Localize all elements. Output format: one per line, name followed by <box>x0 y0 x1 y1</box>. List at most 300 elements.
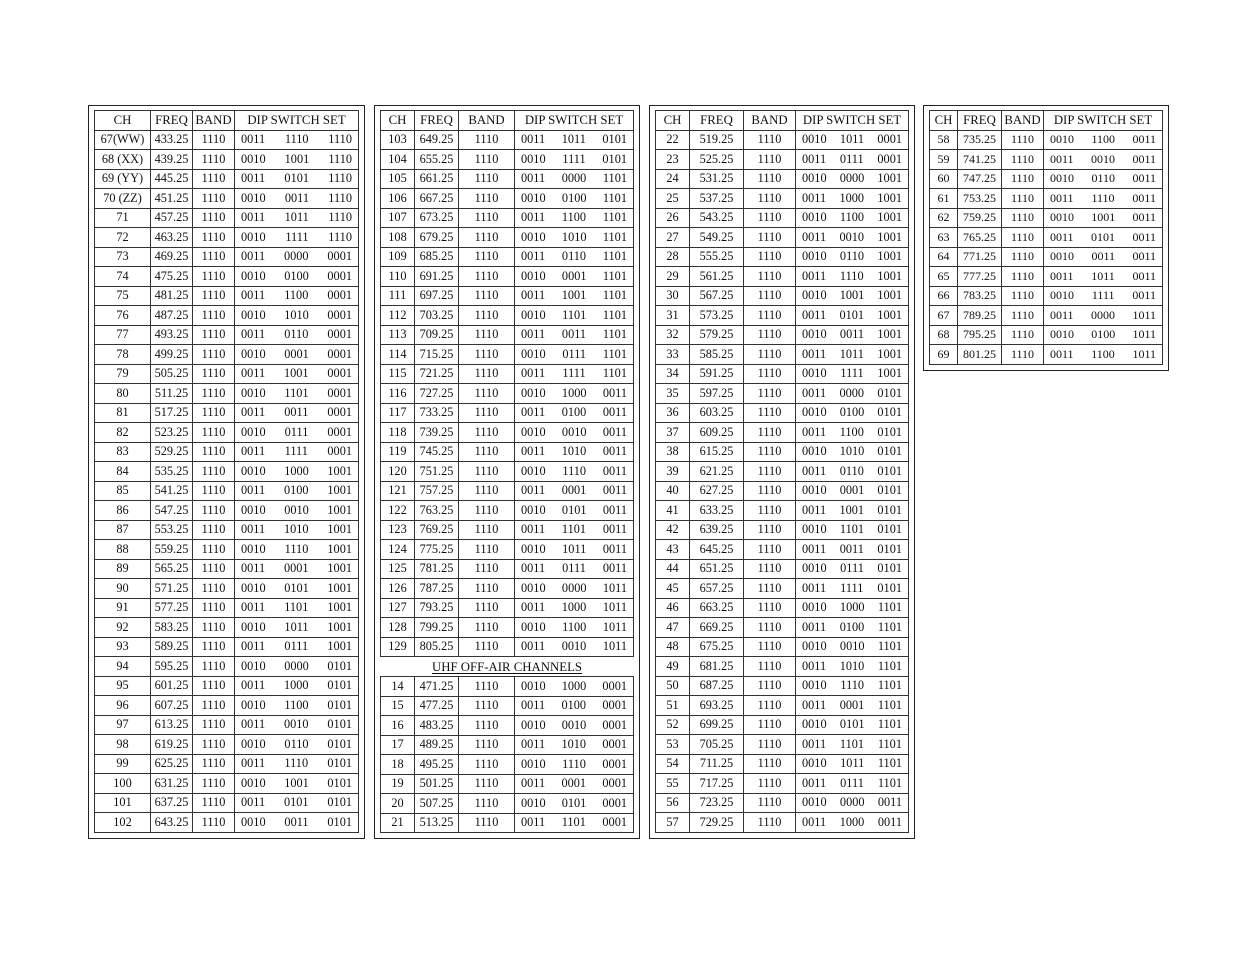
band-cell: 1110 <box>744 364 796 384</box>
frequency-cell: 745.25 <box>415 442 459 462</box>
frequency-cell: 583.25 <box>151 618 193 638</box>
dip-switch-group: 0010 <box>802 678 827 693</box>
dip-switch-group: 1110 <box>328 190 352 205</box>
dip-switch-group: 0011 <box>1050 229 1074 244</box>
dip-switch-cell <box>515 501 634 521</box>
band-cell: 1110 <box>459 598 515 618</box>
table-row <box>381 130 634 150</box>
frequency-cell: 439.25 <box>151 150 193 170</box>
dip-switch-cell <box>235 774 359 794</box>
dip-switch-group: 0001 <box>877 132 902 147</box>
ch-header: CH <box>95 111 151 131</box>
dip-switch-group: 0011 <box>802 463 827 478</box>
dip-switch-cell <box>235 501 359 521</box>
dip-switch-group: 0010 <box>802 405 827 420</box>
table-row <box>381 794 634 814</box>
dip-switch-group: 0011 <box>241 132 266 147</box>
dip-switch-group: 0010 <box>802 210 827 225</box>
channel-cell: 114 <box>381 345 415 365</box>
channel-cell: 116 <box>381 384 415 404</box>
frequency-cell: 553.25 <box>151 520 193 540</box>
table-row <box>381 735 634 755</box>
dip-switch-group: 0101 <box>602 151 627 166</box>
band-cell: 1110 <box>459 345 515 365</box>
table-row <box>95 169 359 189</box>
dip-switch-group: 0001 <box>284 346 309 361</box>
dip-switch-group: 0001 <box>327 424 352 439</box>
table-row <box>656 364 909 384</box>
dip-switch-cell <box>515 755 634 775</box>
band-cell: 1110 <box>193 696 235 716</box>
table-row <box>656 345 909 365</box>
dip-switch-cell <box>515 540 634 560</box>
dip-switch-group: 0010 <box>521 307 546 322</box>
dip-switch-group: 0110 <box>839 249 865 264</box>
table-row <box>656 130 909 150</box>
band-cell: 1110 <box>1002 189 1044 209</box>
band-cell: 1110 <box>744 325 796 345</box>
table-row <box>381 384 634 404</box>
band-header: BAND <box>459 111 515 131</box>
channel-cell: 58 <box>930 130 958 150</box>
dip-switch-group: 1000 <box>839 600 865 615</box>
dip-switch-group: 0011 <box>1132 288 1156 303</box>
channel-cell: 101 <box>95 793 151 813</box>
dip-switch-group: 0101 <box>327 658 352 673</box>
frequency-cell: 775.25 <box>415 540 459 560</box>
table-row <box>656 442 909 462</box>
dip-switch-header: DIP SWITCH SET <box>1044 111 1163 131</box>
dip-switch-cell <box>1044 306 1163 326</box>
dip-switch-group: 1001 <box>327 580 352 595</box>
band-cell: 1110 <box>744 657 796 677</box>
dip-switch-group: 0010 <box>521 795 546 810</box>
table-row <box>95 657 359 677</box>
channel-cell: 84 <box>95 462 151 482</box>
band-cell: 1110 <box>193 481 235 501</box>
table-row <box>95 813 359 833</box>
dip-switch-cell <box>515 813 634 833</box>
frequency-cell: 625.25 <box>151 754 193 774</box>
channel-cell: 98 <box>95 735 151 755</box>
band-cell: 1110 <box>744 637 796 657</box>
table-row <box>381 696 634 716</box>
table-row <box>381 501 634 521</box>
table-row <box>95 403 359 423</box>
dip-switch-group: 1011 <box>1132 307 1156 322</box>
table-row <box>656 423 909 443</box>
dip-switch-group: 1010 <box>284 307 309 322</box>
band-cell: 1110 <box>193 150 235 170</box>
dip-switch-group: 0010 <box>521 229 546 244</box>
band-cell: 1110 <box>744 306 796 326</box>
dip-switch-cell <box>796 735 909 755</box>
table-header-row <box>930 111 1163 131</box>
table-row <box>381 208 634 228</box>
frequency-cell: 783.25 <box>958 286 1002 306</box>
dip-switch-group: 0100 <box>1091 327 1116 342</box>
channel-cell: 112 <box>381 306 415 326</box>
frequency-cell: 603.25 <box>690 403 744 423</box>
channel-cell: 93 <box>95 637 151 657</box>
channel-cell: 62 <box>930 208 958 228</box>
frequency-cell: 597.25 <box>690 384 744 404</box>
dip-switch-group: 1111 <box>284 444 308 459</box>
band-cell: 1110 <box>1002 286 1044 306</box>
band-cell: 1110 <box>193 189 235 209</box>
dip-switch-group: 1011 <box>839 346 864 361</box>
dip-switch-group: 0010 <box>561 424 587 439</box>
dip-switch-group: 1000 <box>839 190 865 205</box>
channel-cell: 78 <box>95 345 151 365</box>
frequency-cell: 585.25 <box>690 345 744 365</box>
dip-switch-group: 0001 <box>602 717 627 732</box>
frequency-cell: 651.25 <box>690 559 744 579</box>
table-row <box>656 208 909 228</box>
dip-switch-group: 1010 <box>283 522 309 537</box>
table-row <box>381 247 634 267</box>
channel-cell: 42 <box>656 520 690 540</box>
dip-switch-group: 0011 <box>521 132 546 147</box>
dip-switch-cell <box>796 559 909 579</box>
channel-cell: 86 <box>95 501 151 521</box>
dip-switch-group: 0011 <box>521 366 546 381</box>
frequency-cell: 757.25 <box>415 481 459 501</box>
band-cell: 1110 <box>744 267 796 287</box>
channel-cell: 22 <box>656 130 690 150</box>
band-cell: 1110 <box>1002 208 1044 228</box>
dip-switch-group: 0100 <box>561 190 587 205</box>
frequency-cell: 547.25 <box>151 501 193 521</box>
dip-switch-group: 0011 <box>1091 249 1115 264</box>
dip-switch-group: 0001 <box>602 795 627 810</box>
dip-switch-group: 1011 <box>602 639 627 654</box>
dip-switch-group: 0101 <box>327 736 352 751</box>
dip-switch-group: 1000 <box>839 814 865 829</box>
dip-switch-group: 0010 <box>241 424 266 439</box>
frequency-cell: 493.25 <box>151 325 193 345</box>
frequency-cell: 541.25 <box>151 481 193 501</box>
channel-cell: 118 <box>381 423 415 443</box>
dip-switch-cell <box>1044 247 1163 267</box>
dip-switch-group: 1001 <box>1091 210 1116 225</box>
dip-switch-group: 0011 <box>241 795 266 810</box>
table-row <box>930 306 1163 326</box>
dip-switch-group: 1100 <box>839 424 864 439</box>
dip-switch-cell <box>515 306 634 326</box>
dip-switch-group: 0000 <box>561 171 587 186</box>
channel-cell: 29 <box>656 267 690 287</box>
uhf-section-heading: UHF OFF-AIR CHANNELS <box>431 660 583 674</box>
dip-switch-group: 1100 <box>284 288 309 303</box>
channel-cell: 119 <box>381 442 415 462</box>
frequency-cell: 591.25 <box>690 364 744 384</box>
frequency-cell: 549.25 <box>690 228 744 248</box>
channel-cell: 26 <box>656 208 690 228</box>
dip-switch-group: 0011 <box>521 483 546 498</box>
table-row <box>381 618 634 638</box>
dip-switch-cell <box>235 676 359 696</box>
dip-switch-group: 0010 <box>241 307 266 322</box>
frequency-cell: 507.25 <box>415 794 459 814</box>
dip-switch-group: 1101 <box>877 678 902 693</box>
dip-switch-cell <box>235 520 359 540</box>
dip-switch-group: 0111 <box>562 346 587 361</box>
frequency-cell: 771.25 <box>958 247 1002 267</box>
band-cell: 1110 <box>1002 306 1044 326</box>
dip-switch-group: 0011 <box>284 405 309 420</box>
band-cell: 1110 <box>193 325 235 345</box>
frequency-cell: 535.25 <box>151 462 193 482</box>
band-cell: 1110 <box>459 286 515 306</box>
dip-switch-cell <box>1044 345 1163 365</box>
table-row <box>930 169 1163 189</box>
dip-switch-group: 0011 <box>241 444 266 459</box>
dip-switch-group: 1011 <box>602 580 627 595</box>
dip-switch-group: 0011 <box>1050 307 1074 322</box>
dip-switch-group: 0011 <box>802 736 827 751</box>
dip-switch-group: 1101 <box>602 268 627 283</box>
channel-cell: 100 <box>95 774 151 794</box>
dip-switch-group: 0010 <box>802 483 827 498</box>
dip-switch-group: 1001 <box>877 249 902 264</box>
table-row <box>381 755 634 775</box>
dip-switch-group: 1001 <box>877 288 902 303</box>
dip-switch-group: 0101 <box>1091 229 1115 244</box>
channel-cell: 107 <box>381 208 415 228</box>
band-cell: 1110 <box>193 423 235 443</box>
dip-switch-cell <box>235 735 359 755</box>
frequency-cell: 519.25 <box>690 130 744 150</box>
frequency-cell: 489.25 <box>415 735 459 755</box>
dip-switch-group: 0011 <box>802 346 827 361</box>
uhf-channel-table <box>380 676 634 833</box>
dip-switch-cell <box>1044 325 1163 345</box>
dip-switch-group: 0011 <box>602 502 627 517</box>
dip-switch-group: 0101 <box>284 580 309 595</box>
table-row <box>381 325 634 345</box>
table-row <box>381 423 634 443</box>
channel-cell: 30 <box>656 286 690 306</box>
table-row <box>656 540 909 560</box>
band-cell: 1110 <box>744 247 796 267</box>
channel-cell: 64 <box>930 247 958 267</box>
dip-switch-cell <box>515 403 634 423</box>
frequency-cell: 577.25 <box>151 598 193 618</box>
dip-switch-group: 1110 <box>562 756 586 771</box>
dip-switch-group: 0010 <box>521 151 546 166</box>
band-cell: 1110 <box>193 520 235 540</box>
dip-switch-cell <box>515 150 634 170</box>
dip-switch-cell <box>235 306 359 326</box>
band-cell: 1110 <box>193 579 235 599</box>
dip-switch-group: 1001 <box>327 639 352 654</box>
frequency-cell: 649.25 <box>415 130 459 150</box>
dip-switch-group: 0100 <box>561 405 587 420</box>
table-row <box>381 306 634 326</box>
band-cell: 1110 <box>193 442 235 462</box>
channel-cell: 106 <box>381 189 415 209</box>
dip-switch-group: 0011 <box>1132 268 1156 283</box>
dip-switch-group: 1101 <box>877 756 902 771</box>
table-header-row <box>381 111 634 131</box>
dip-switch-group: 1100 <box>1091 346 1115 361</box>
band-cell: 1110 <box>744 442 796 462</box>
channel-cell: 61 <box>930 189 958 209</box>
dip-switch-group: 0010 <box>241 463 266 478</box>
dip-switch-group: 0010 <box>802 444 827 459</box>
dip-switch-group: 1001 <box>284 151 310 166</box>
band-cell: 1110 <box>744 169 796 189</box>
channel-cell: 87 <box>95 520 151 540</box>
frequency-cell: 631.25 <box>151 774 193 794</box>
dip-switch-group: 0011 <box>521 698 546 713</box>
dip-switch-group: 1101 <box>877 717 902 732</box>
dip-switch-group: 1101 <box>561 522 587 537</box>
dip-switch-group: 0101 <box>284 171 310 186</box>
frequency-cell: 469.25 <box>151 247 193 267</box>
channel-cell: 19 <box>381 774 415 794</box>
band-cell: 1110 <box>1002 228 1044 248</box>
dip-switch-cell <box>796 286 909 306</box>
table-row <box>381 716 634 736</box>
table-row <box>95 325 359 345</box>
dip-switch-group: 0010 <box>802 717 827 732</box>
dip-switch-group: 1101 <box>877 736 902 751</box>
table-row <box>95 735 359 755</box>
band-cell: 1110 <box>744 540 796 560</box>
frequency-cell: 537.25 <box>690 189 744 209</box>
table-row <box>381 520 634 540</box>
channel-cell: 56 <box>656 793 690 813</box>
table-row <box>656 501 909 521</box>
table-row <box>95 579 359 599</box>
dip-switch-cell <box>515 442 634 462</box>
frequency-cell: 693.25 <box>690 696 744 716</box>
table-row <box>95 130 359 150</box>
dip-switch-cell <box>796 228 909 248</box>
channel-cell: 16 <box>381 716 415 736</box>
channel-cell: 69 (YY) <box>95 169 151 189</box>
dip-switch-group: 1001 <box>877 171 902 186</box>
band-cell: 1110 <box>744 793 796 813</box>
dip-switch-cell <box>515 794 634 814</box>
dip-switch-cell <box>796 540 909 560</box>
dip-switch-group: 0100 <box>839 405 865 420</box>
dip-switch-group: 0010 <box>521 619 546 634</box>
band-cell: 1110 <box>744 501 796 521</box>
dip-switch-group: 1001 <box>327 502 352 517</box>
channel-cell: 128 <box>381 618 415 638</box>
band-cell: 1110 <box>193 540 235 560</box>
dip-switch-group: 0011 <box>521 522 546 537</box>
dip-switch-group: 0111 <box>284 424 309 439</box>
dip-switch-group: 1011 <box>562 541 587 556</box>
table-row <box>95 384 359 404</box>
band-cell: 1110 <box>459 364 515 384</box>
channel-cell: 60 <box>930 169 958 189</box>
dip-switch-group: 1000 <box>561 385 587 400</box>
dip-switch-cell <box>796 715 909 735</box>
band-cell: 1110 <box>1002 247 1044 267</box>
frequency-cell: 487.25 <box>151 306 193 326</box>
channel-cell: 102 <box>95 813 151 833</box>
dip-switch-group: 1000 <box>561 678 587 693</box>
dip-switch-cell <box>235 130 359 150</box>
dip-switch-group: 1111 <box>840 580 864 595</box>
frequency-cell: 697.25 <box>415 286 459 306</box>
table-row <box>656 267 909 287</box>
band-cell: 1110 <box>459 813 515 833</box>
channel-cell: 83 <box>95 442 151 462</box>
frequency-cell: 739.25 <box>415 423 459 443</box>
dip-switch-group: 0100 <box>561 698 587 713</box>
channel-cell: 20 <box>381 794 415 814</box>
channel-cell: 97 <box>95 715 151 735</box>
dip-switch-group: 0010 <box>802 756 827 771</box>
frequency-cell: 787.25 <box>415 579 459 599</box>
frequency-cell: 805.25 <box>415 637 459 657</box>
dip-switch-group: 0010 <box>241 697 266 712</box>
table-row <box>381 559 634 579</box>
channel-cell: 50 <box>656 676 690 696</box>
dip-switch-group: 1101 <box>839 736 865 751</box>
freq-header: FREQ <box>690 111 744 131</box>
frequency-cell: 747.25 <box>958 169 1002 189</box>
band-cell: 1110 <box>744 813 796 833</box>
channel-cell: 94 <box>95 657 151 677</box>
dip-switch-group: 0101 <box>327 756 352 771</box>
band-cell: 1110 <box>193 676 235 696</box>
dip-switch-header: DIP SWITCH SET <box>235 111 359 131</box>
ch-header: CH <box>656 111 690 131</box>
table-row <box>656 813 909 833</box>
dip-switch-cell <box>515 559 634 579</box>
ch-header: CH <box>930 111 958 131</box>
table-row <box>656 384 909 404</box>
table-row <box>381 345 634 365</box>
frequency-cell: 621.25 <box>690 462 744 482</box>
table-row <box>656 286 909 306</box>
band-cell: 1110 <box>744 696 796 716</box>
dip-switch-cell <box>1044 228 1163 248</box>
band-cell: 1110 <box>459 325 515 345</box>
dip-switch-group: 1101 <box>877 697 902 712</box>
dip-switch-cell <box>796 462 909 482</box>
dip-switch-group: 0010 <box>802 600 827 615</box>
dip-switch-group: 0010 <box>1050 171 1074 186</box>
dip-switch-group: 0011 <box>802 268 827 283</box>
dip-switch-group: 1001 <box>839 502 865 517</box>
channel-cell: 117 <box>381 403 415 423</box>
channel-cell: 25 <box>656 189 690 209</box>
dip-switch-group: 1011 <box>1132 327 1156 342</box>
dip-switch-group: 0000 <box>839 171 865 186</box>
dip-switch-group: 0011 <box>521 171 546 186</box>
frequency-cell: 573.25 <box>690 306 744 326</box>
band-cell: 1110 <box>193 598 235 618</box>
frequency-cell: 543.25 <box>690 208 744 228</box>
dip-switch-cell <box>515 520 634 540</box>
dip-switch-group: 0001 <box>327 366 352 381</box>
dip-switch-group: 1011 <box>602 619 627 634</box>
frequency-cell: 445.25 <box>151 169 193 189</box>
table-row <box>656 403 909 423</box>
dip-switch-group: 0011 <box>802 229 827 244</box>
band-cell: 1110 <box>459 637 515 657</box>
band-cell: 1110 <box>459 247 515 267</box>
frequency-cell: 661.25 <box>415 169 459 189</box>
